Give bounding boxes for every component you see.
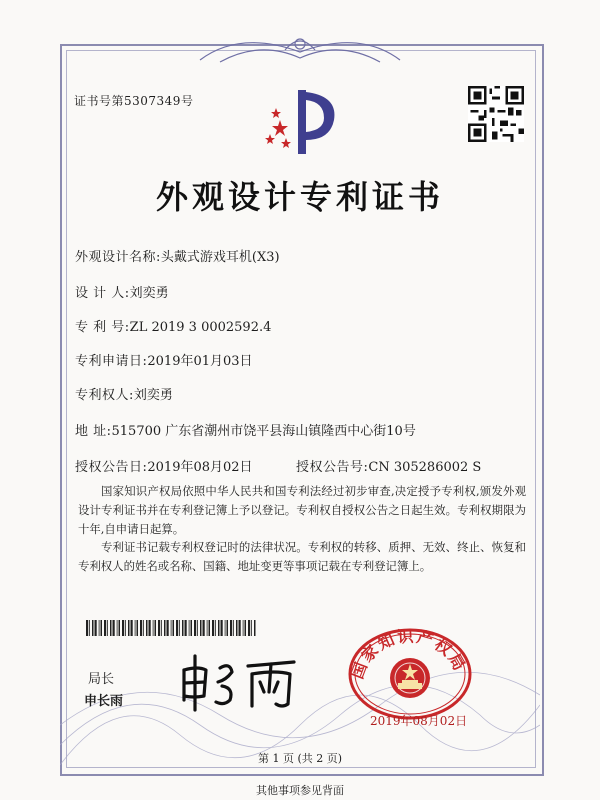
- filing-date-label: 专利申请日:: [75, 354, 148, 369]
- grant-date-label: 授权公告日:: [75, 460, 148, 475]
- grant-number-label: 授权公告号:: [296, 460, 369, 475]
- qr-code-icon: [468, 86, 524, 142]
- patentee-row: [75, 384, 173, 403]
- grant-date-value: 2019年08月02日: [147, 460, 253, 475]
- designer-label: 设 计 人:: [75, 286, 130, 301]
- designer-row: [75, 282, 169, 301]
- national-emblem-icon: [390, 658, 430, 698]
- address-row: [75, 420, 416, 439]
- design-name-row: [75, 246, 280, 265]
- page-number: 第 1 页 (共 2 页): [257, 752, 343, 765]
- official-seal: [344, 620, 476, 720]
- grant-statement-paragraph: 国家知识产权局依照中华人民共和国专利法经过初步审查,决定授予专利权,颁发外观设计专利证书并在专利登记簿上予以登记。专利权自授权公告之日起生效。专利权期限为十年,自申请日起算。: [78, 484, 526, 536]
- director-title: 局长: [88, 672, 115, 687]
- design-name-value: 头戴式游戏耳机(X3): [160, 250, 280, 265]
- patent-number-label: 专 利 号:: [75, 320, 130, 335]
- cnipa-logo-icon: [250, 82, 350, 162]
- address-label: 地 址:: [75, 424, 112, 439]
- director-signature: [176, 648, 306, 714]
- back-page-note: 其他事项参见背面: [256, 784, 344, 797]
- filing-date-value: 2019年01月03日: [147, 354, 253, 369]
- legal-status-paragraph: 专利证书记载专利权登记时的法律状况。专利权的转移、质押、无效、终止、恢复和专利权人的姓名或名称、国籍、地址变更等事项记载在专利登记簿上。: [78, 540, 526, 573]
- director-name: 申长雨: [84, 694, 124, 709]
- patentee-label: 专利权人:: [75, 388, 134, 403]
- seal-text: 国家知识产权局: [347, 626, 470, 682]
- address-value: 515700 广东省潮州市饶平县海山镇隆西中心街10号: [111, 424, 416, 439]
- grant-number-row: [296, 456, 481, 475]
- seal-date: 2019年08月02日: [370, 714, 468, 728]
- patent-number-row: [75, 316, 271, 335]
- designer-value: 刘奕勇: [129, 286, 169, 301]
- grant-date-row: [75, 456, 253, 475]
- grant-number-value: CN 305286002 S: [368, 460, 482, 475]
- barcode-icon: [86, 620, 258, 636]
- certificate-title: 外观设计专利证书: [155, 178, 444, 216]
- filing-date-row: [75, 350, 253, 369]
- design-name-label: 外观设计名称:: [75, 250, 161, 265]
- certificate-number: 证书号第5307349号: [74, 94, 194, 108]
- top-ornament: [180, 30, 420, 70]
- patentee-value: 刘奕勇: [133, 388, 173, 403]
- patent-number-value: ZL 2019 3 0002592.4: [129, 320, 272, 335]
